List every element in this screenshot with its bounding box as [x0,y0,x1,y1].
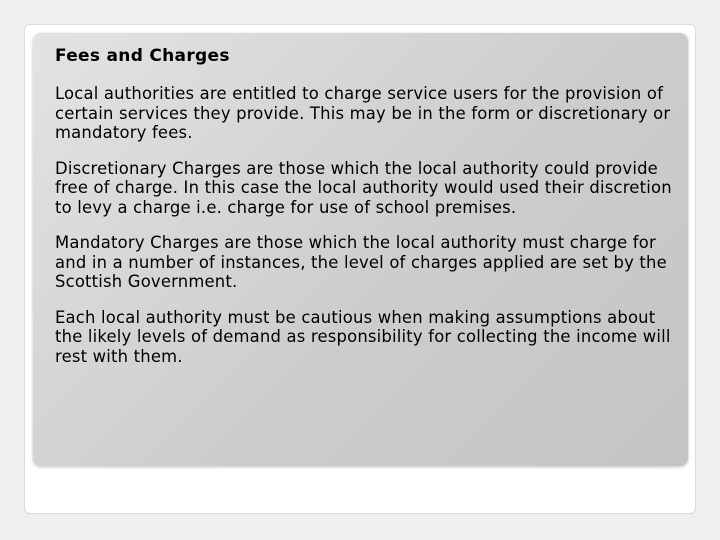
slide-text-block [55,44,685,382]
paragraph-fees-intro: Local authorities are entitled to charge service users for the provision of certain services they provide. This may be in the form or discretionary or mandatory fees. [55,84,671,142]
paragraph-discretionary-charges: Discretionary Charges are those which the local authority could provide free of charge. In this case the local authority would used their discretion to levy a charge i.e. charge for use of school premises. [55,158,672,217]
paragraph-demand-caution: Each local authority must be cautious when making assumptions about the likely levels of demand as responsibility for collecting the income will rest with them. [55,307,671,366]
paragraph-mandatory-charges: Mandatory Charges are those which the local authority must charge for and in a number of instances, the level of charges applied are set by the Scottish Government. [55,233,667,291]
slide-title: Fees and Charges [55,46,230,66]
